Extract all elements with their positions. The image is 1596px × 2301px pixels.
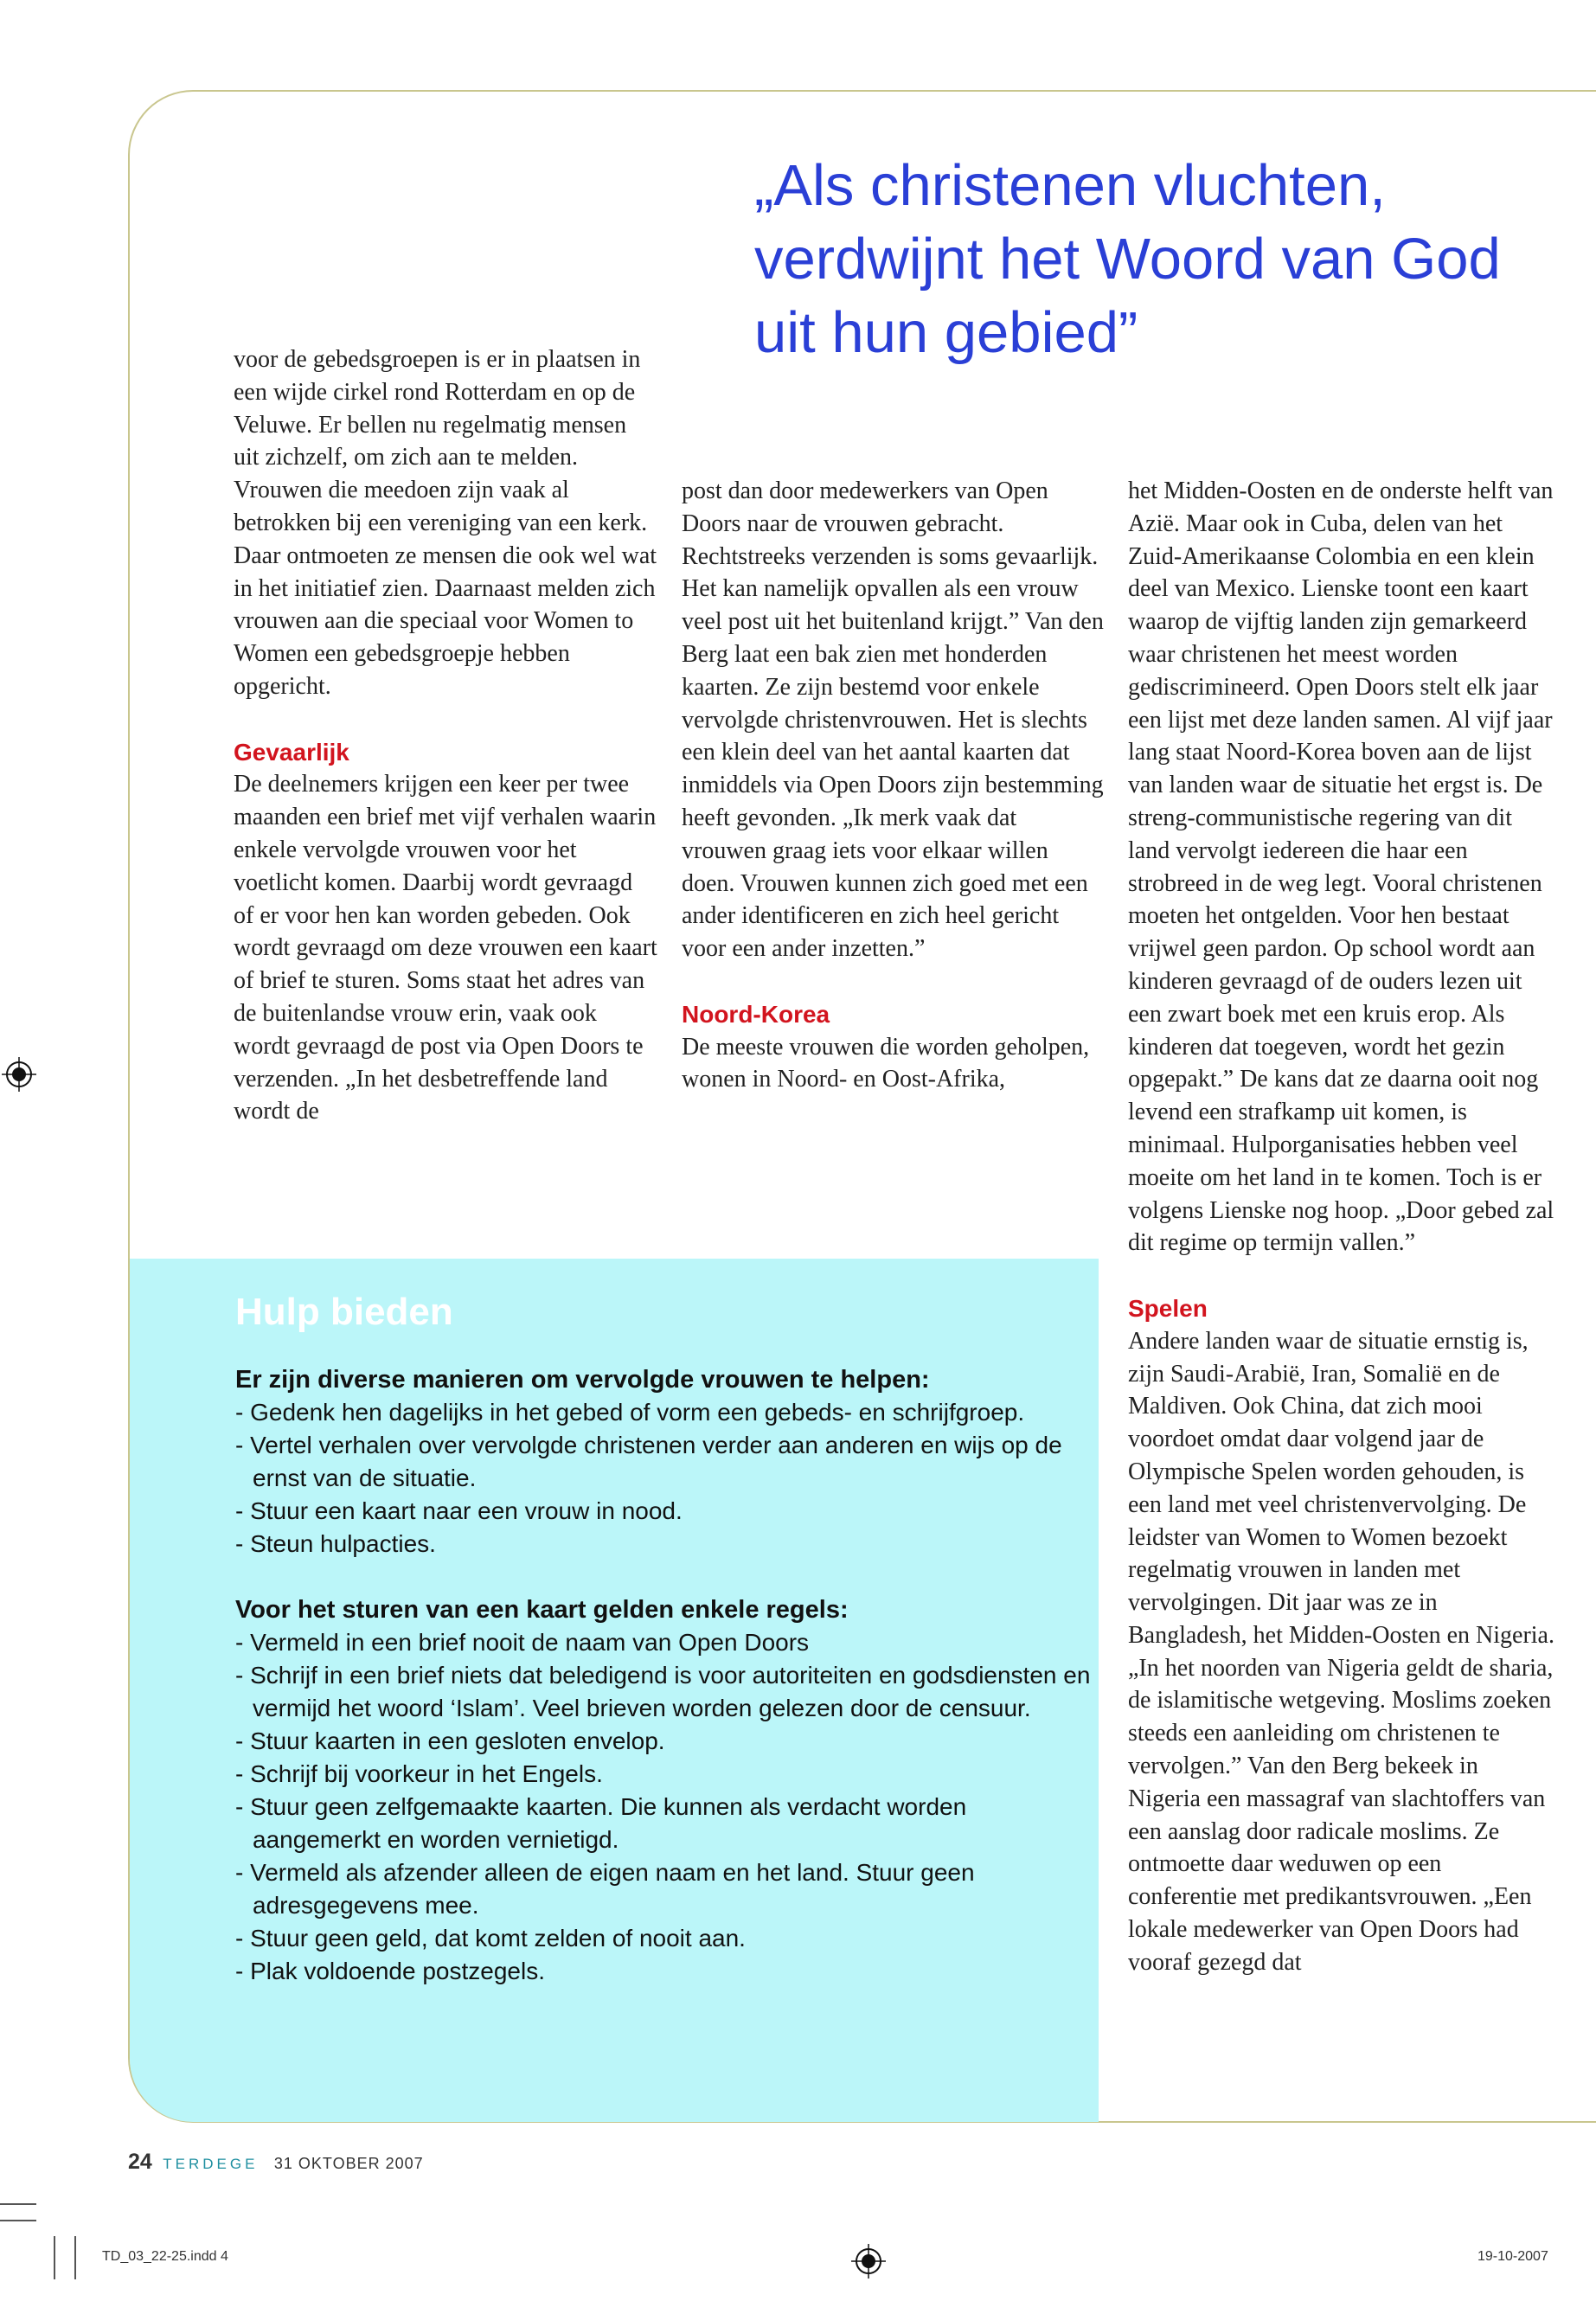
- box-intro: Er zijn diverse manieren om vervolgde vrouwen te helpen:: [235, 1366, 930, 1394]
- paragraph: Andere landen waar de situatie ernstig is, zijn Saudi-Arabië, Iran, Somalië en de Maldiven. Ook China, dat zich mooi voordoet omdat daar volgend jaar de Olympische Spelen worden gehouden, is een land met veel christenvervolging. De leidster van Women to Women bezoekt regelmatig vrouwen in landen met vervolgingen. Dit jaar was ze in Bangladesh, het Midden-Oosten en Nigeria. „In het noorden van Nigeria geldt de sharia, de islamitische wetgeving. Moslims zoeken steeds een aanleiding om christenen te vervolgen.” Van den Berg bekeek in Nigeria een massagraf van slachtoffers van een aanslag door radicale moslims. Ze ontmoette daar weduwen op een conferentie met predikantsvrouwen. „Een lokale medewerker van Open Doors had vooraf gezegd dat: [1128, 1327, 1554, 1976]
- subheading: Spelen: [1128, 1294, 1208, 1322]
- list-item: - Schrijf bij voorkeur in het Engels.: [235, 1760, 603, 1787]
- paragraph: De deelnemers krijgen een keer per twee maanden een brief met vijf verhalen waarin enkele vervolgde vrouwen voor het voetlicht komen. Daarbij wordt gevraagd of er voor hen kan worden gebeden. Ook wordt gevraagd om deze vrouwen een kaart of brief te sturen. Soms staat het adres van de buitenlandse vrouw erin, vaak ook wordt gevraagd de post via Open Doors te verzenden. „In het desbetreffende land wordt de: [234, 771, 657, 1125]
- article-column-3: [1128, 475, 1556, 1979]
- registration-mark-icon: [2, 1057, 36, 1092]
- registration-mark-icon: [851, 2244, 886, 2279]
- list-item: - Stuur geen geld, dat komt zelden of nooit aan.: [235, 1925, 746, 1952]
- list-item: - Stuur geen zelfgemaakte kaarten. Die kunnen als verdacht worden aangemerkt en worden vernietigd.: [235, 1793, 967, 1853]
- crop-mark: [0, 2220, 36, 2221]
- article-column-2: [682, 475, 1106, 1096]
- sidebar-box-body: [235, 1363, 1092, 1988]
- page-number: 24: [128, 2150, 152, 2174]
- magazine-name: TERDEGE: [163, 2156, 259, 2172]
- list-item: - Vermeld als afzender alleen de eigen naam en het land. Stuur geen adresgegevens mee.: [235, 1859, 975, 1919]
- paragraph: post dan door medewerkers van Open Doors naar de vrouwen gebracht. Rechtstreeks verzenden is soms gevaarlijk. Het kan namelijk opvallen als een vrouw veel post uit het buitenland krijgt.” Van den Berg laat een bak zien met honderden kaarten. Ze zijn bestemd voor enkele vervolgde christenvrouwen. Het is slechts een klein deel van het aantal kaarten dat inmiddels via Open Doors zijn bestemming heeft gevonden. „Ik merk vaak dat vrouwen graag iets voor elkaar willen doen. Vrouwen kunnen zich goed met een ander identificeren en zich heel gericht voor een ander inzetten.”: [682, 478, 1104, 963]
- pull-quote-line: uit hun gebied”: [754, 300, 1138, 365]
- crop-mark: [74, 2236, 76, 2279]
- subheading: Gevaarlijk: [234, 738, 349, 766]
- paragraph: het Midden-Oosten en de onderste helft van Azië. Maar ook in Cuba, delen van het Zuid-Amerikaanse Colombia en een klein deel van Mexico. Lienske toont een kaart waarop de vijftig landen zijn gemarkeerd waar christenen het meest worden gediscrimineerd. Open Doors stelt elk jaar een lijst met deze landen samen. Al vijf jaar lang staat Noord-Korea boven aan de lijst van landen waar de situatie het ergst is. De streng-communistische regering van dit land vervolgt iedereen die haar een strobreed in de weg legt. Vooral christenen moeten het ontgelden. Voor hen bestaat vrijwel geen pardon. Op school wordt aan kinderen gevraagd of de ouders lezen uit een zwart boek met een kruis erop. Als kinderen dat toegeven, wordt het gezin opgepakt.” De kans dat ze daarna ooit nog levend een strafkamp uit komen, is minimaal. Hulporganisaties hebben veel moeite om het land in te komen. Toch is er volgens Lienske nog hoop. „Door gebed zal dit regime op termijn vallen.”: [1128, 478, 1554, 1257]
- list-item: - Plak voldoende postzegels.: [235, 1958, 545, 1984]
- paragraph: voor de gebedsgroepen is er in plaatsen in een wijde cirkel rond Rotterdam en op de Veluwe. Er bellen nu regelmatig mensen uit zichzelf, om zich aan te melden. Vrouwen die meedoen zijn vaak al betrokken bij een vereniging van een kerk. Daar ontmoeten ze mensen die ook wel wat in het initiatief zien. Daarnaast melden zich vrouwen aan die speciaal voor Women to Women een gebedsgroepje hebben opgericht.: [234, 346, 657, 700]
- issue-date: 31 OKTOBER 2007: [273, 2155, 424, 2172]
- list-item: - Stuur een kaart naar een vrouw in nood.: [235, 1497, 683, 1524]
- help-list: [235, 1396, 1092, 1561]
- paragraph: De meeste vrouwen die worden geholpen, wonen in Noord- en Oost-Afrika,: [682, 1033, 1090, 1093]
- list-item: - Gedenk hen dagelijks in het gebed of vorm een gebeds- en schrijfgroep.: [235, 1399, 1025, 1426]
- slug-date: 19-10-2007: [1477, 2249, 1548, 2264]
- list-item: - Stuur kaarten in een gesloten envelop.: [235, 1727, 665, 1754]
- slug-filename: TD_03_22-25.indd 4: [102, 2249, 228, 2264]
- pull-quote-line: „Als christenen vluchten,: [754, 153, 1386, 218]
- pull-quote: [754, 149, 1533, 369]
- list-item: - Vermeld in een brief nooit de naam van Open Doors: [235, 1629, 810, 1656]
- list-item: - Vertel verhalen over vervolgde christenen verder aan anderen en wijs op de ernst van de situatie.: [235, 1432, 1062, 1491]
- list-item: - Schrijf in een brief niets dat beledigend is voor autoriteiten en godsdiensten en vermijd het woord ‘Islam’. Veel brieven worden gelezen door de censuur.: [235, 1662, 1091, 1721]
- pull-quote-line: verdwijnt het Woord van God: [754, 227, 1501, 292]
- subheading: Noord-Korea: [682, 1000, 830, 1028]
- crop-mark: [0, 2203, 36, 2205]
- crop-mark: [54, 2236, 55, 2279]
- sidebar-box-title: Hulp bieden: [235, 1291, 453, 1333]
- article-column-1: [234, 343, 657, 1128]
- list-item: - Steun hulpacties.: [235, 1530, 436, 1557]
- rules-list: [235, 1626, 1092, 1988]
- page-footer: [128, 2150, 424, 2175]
- box-intro: Voor het sturen van een kaart gelden enkele regels:: [235, 1596, 849, 1624]
